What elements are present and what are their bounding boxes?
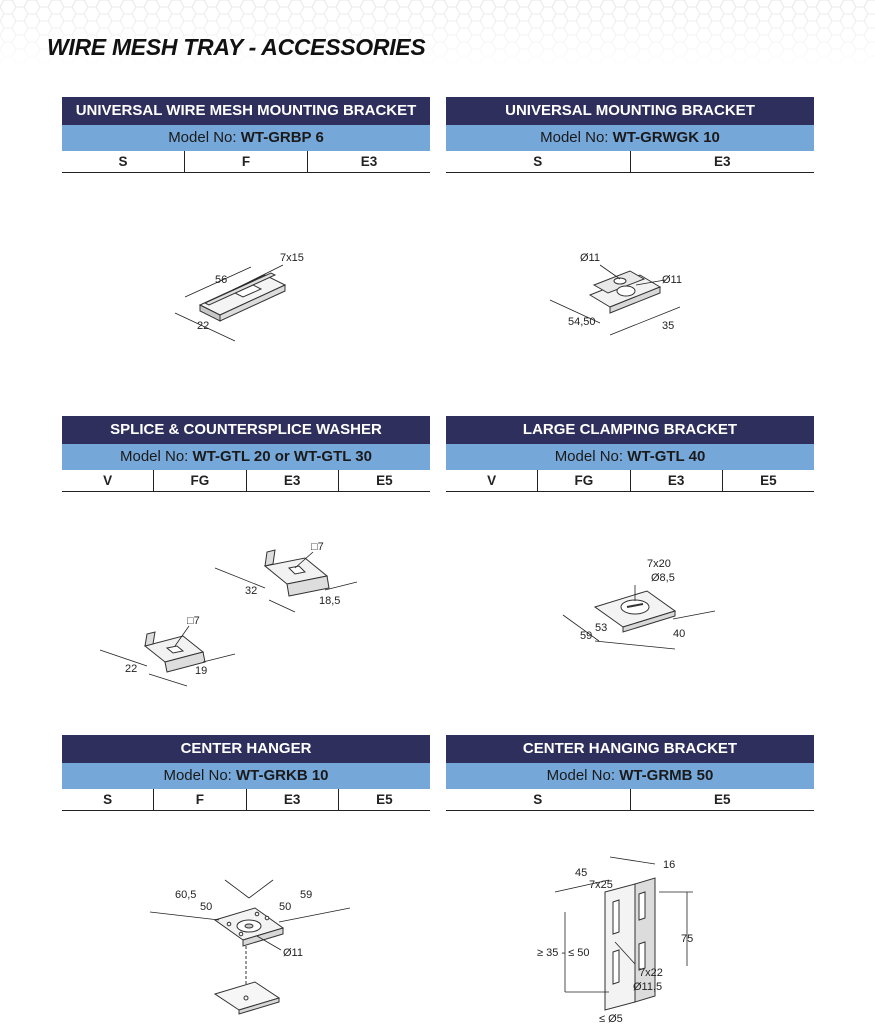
dim-label: Ø8,5 <box>651 572 675 584</box>
dim-label: ≤ Ø5 <box>599 1013 623 1024</box>
finish-code: S <box>533 792 543 807</box>
finish-code: E5 <box>630 789 815 810</box>
model-label: Model No: <box>540 129 609 146</box>
finish-code: E5 <box>338 470 430 491</box>
finish-codes-row <box>62 151 430 173</box>
dim-label: 50 <box>279 901 292 913</box>
product-title: CENTER HANGER <box>62 735 430 763</box>
bracket-drawing-1 <box>165 245 325 355</box>
finish-codes-row <box>62 470 430 492</box>
model-number-bar <box>446 444 814 470</box>
product-card-center-hanging-bracket <box>446 735 814 811</box>
model-number: WT-GRMB 50 <box>619 767 714 784</box>
dim-label: 18,5 <box>319 595 341 607</box>
dim-label: 19 <box>195 665 208 677</box>
dim-label: 60,5 <box>175 889 197 901</box>
model-label: Model No: <box>546 767 616 784</box>
finish-code: FG <box>153 470 245 491</box>
dim-label: ≥ 35 - ≤ 50 <box>537 947 590 959</box>
finish-codes-row <box>446 789 814 811</box>
bracket-drawing-2 <box>540 245 710 355</box>
dim-label: 59 <box>300 889 313 901</box>
finish-code: F <box>153 789 245 810</box>
finish-code: FG <box>537 470 629 491</box>
product-title: LARGE CLAMPING BRACKET <box>446 416 814 444</box>
finish-code: E3 <box>630 151 815 172</box>
finish-code: E3 <box>246 789 338 810</box>
product-title: SPLICE & COUNTERSPLICE WASHER <box>62 416 430 444</box>
finish-code: S <box>533 154 543 169</box>
clamping-bracket-drawing <box>555 555 725 660</box>
dim-label: Ø11 <box>580 252 600 264</box>
dim-label: Ø11,5 <box>633 981 663 993</box>
model-label: Model No: <box>554 448 624 465</box>
model-number: WT-GTL 20 or WT-GTL 30 <box>192 448 372 465</box>
model-number-bar <box>62 125 430 151</box>
finish-codes-row <box>446 151 814 173</box>
finish-code: V <box>487 473 497 488</box>
dim-label: 53 <box>595 622 608 634</box>
dim-label: □7 <box>311 541 324 553</box>
finish-code: E3 <box>307 151 430 172</box>
center-hanger-drawing <box>145 868 355 1024</box>
product-card-center-hanger <box>62 735 430 811</box>
dim-label: 56 <box>215 274 228 286</box>
model-number: WT-GRKB 10 <box>236 767 329 784</box>
dim-label: 7x25 <box>589 879 613 891</box>
model-number-bar <box>62 444 430 470</box>
model-number: WT-GRWGK 10 <box>612 129 720 146</box>
dim-label: 75 <box>681 933 694 945</box>
dim-label: 45 <box>575 867 588 879</box>
model-label: Model No: <box>168 129 237 146</box>
dim-label: 7x22 <box>639 967 663 979</box>
model-number-bar <box>62 763 430 789</box>
product-card-mounting-bracket-6 <box>62 97 430 173</box>
model-number-bar <box>446 125 814 151</box>
dim-label: 50 <box>200 901 213 913</box>
finish-code: S <box>103 792 113 807</box>
product-card-large-clamping-bracket <box>446 416 814 492</box>
product-title: UNIVERSAL MOUNTING BRACKET <box>446 97 814 125</box>
dim-label: 35 <box>662 320 675 332</box>
page-title: WIRE MESH TRAY - ACCESSORIES <box>47 34 426 60</box>
model-number: WT-GRBP 6 <box>240 129 324 146</box>
finish-codes-row <box>62 789 430 811</box>
dim-label: □7 <box>187 615 200 627</box>
dim-label: Ø11 <box>662 274 682 286</box>
finish-code: S <box>118 154 128 169</box>
dim-label: 22 <box>125 663 138 675</box>
center-hanging-bracket-drawing <box>535 852 705 1024</box>
washer-drawing <box>95 538 375 688</box>
dim-label: 7x20 <box>647 558 671 570</box>
finish-code: E5 <box>338 789 430 810</box>
dim-label: 32 <box>245 585 258 597</box>
model-label: Model No: <box>163 767 232 784</box>
product-card-mounting-bracket-10 <box>446 97 814 173</box>
product-card-splice-washer <box>62 416 430 492</box>
product-title: UNIVERSAL WIRE MESH MOUNTING BRACKET <box>62 97 430 125</box>
model-number: WT-GTL 40 <box>627 448 706 465</box>
finish-codes-row <box>446 470 814 492</box>
dim-label: 54,50 <box>568 316 596 328</box>
dim-label: 59 <box>580 630 593 642</box>
finish-code: F <box>184 151 307 172</box>
finish-code: E5 <box>722 470 814 491</box>
dim-label: 7x15 <box>280 252 304 264</box>
model-label: Model No: <box>119 448 189 465</box>
finish-code: E3 <box>246 470 338 491</box>
dim-label: Ø11 <box>283 947 303 959</box>
product-title: CENTER HANGING BRACKET <box>446 735 814 763</box>
dim-label: 40 <box>673 628 686 640</box>
dim-label: 16 <box>663 859 676 871</box>
finish-code: E3 <box>630 470 722 491</box>
dim-label: 22 <box>197 320 210 332</box>
finish-code: V <box>103 473 113 488</box>
model-number-bar <box>446 763 814 789</box>
